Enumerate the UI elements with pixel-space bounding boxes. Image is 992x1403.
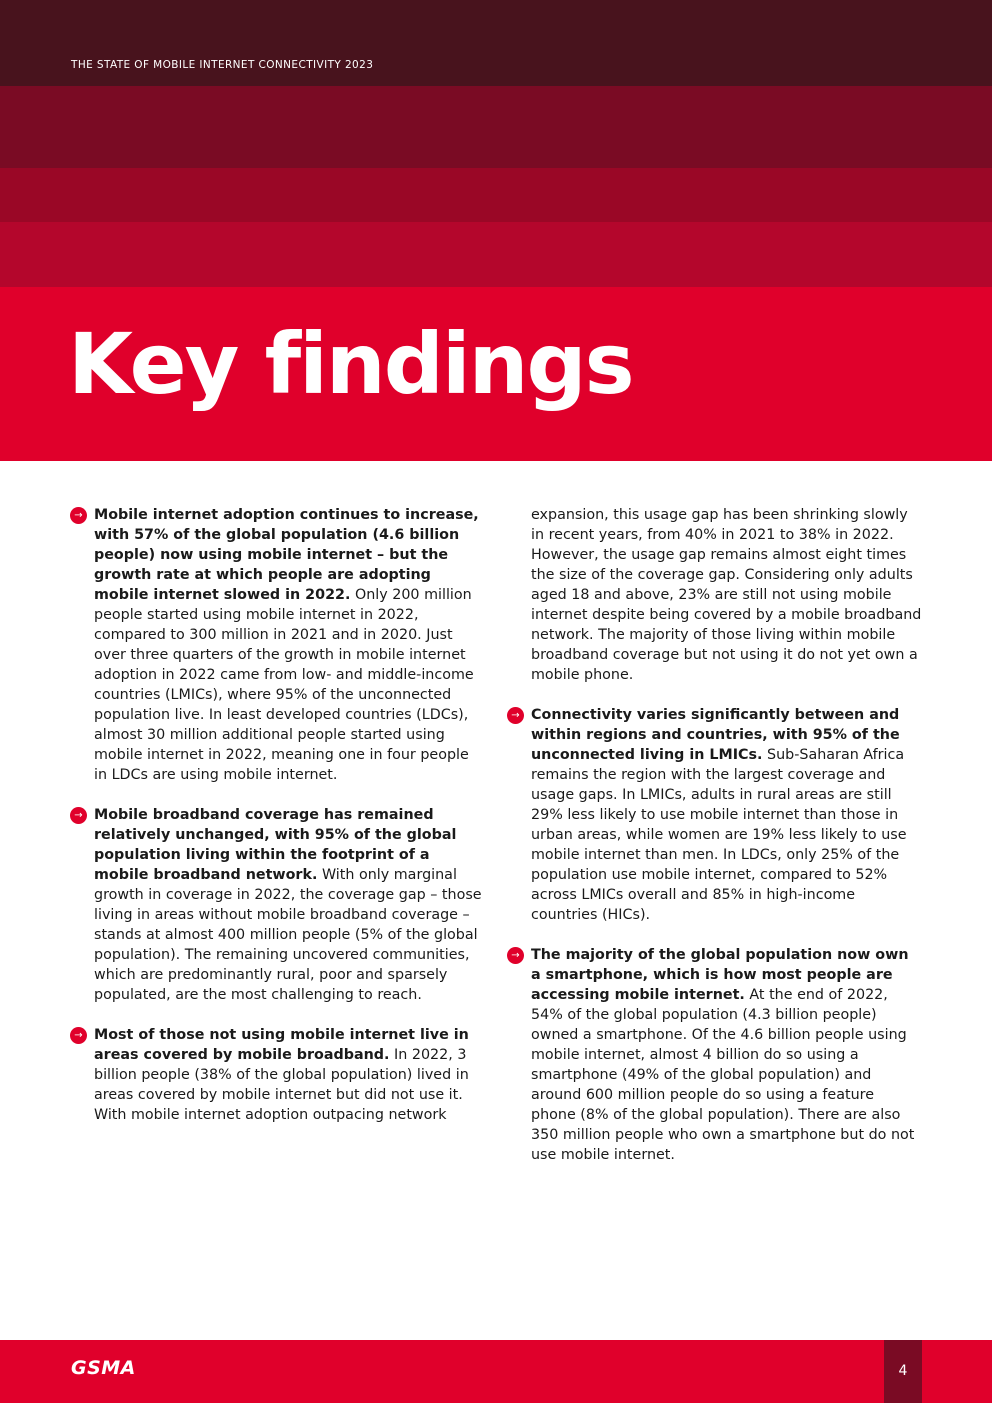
- finding-body: At the end of 2022, 54% of the global population (4.3 billion people) owned a smartphone. Of the 4.6 billion people using mobile internet, almost 4 billion do so using a smartphone (49% of the global population) and around 600 million people do so using a feature phone (8% of the global population). There are also 350 million people who own a smartphone but do not use mobile internet.: [531, 987, 915, 1163]
- finding-body: Sub-Saharan Africa remains the region with the largest coverage and usage gaps. In LMICs, adults in rural areas are still 29% less likely to use mobile internet than those in urban areas, while women are 19% less likely to use mobile internet than men. In LDCs, only 25% of the population use mobile internet, compared to 52% across LMICs overall and 85% in high-income countries (HICs).: [531, 747, 907, 923]
- finding-body: In 2022, 3 billion people (38% of the global population) lived in areas covered by mobile internet but did not use it. With mobile internet adoption outpacing network: [94, 1047, 469, 1123]
- finding-lead: Mobile broadband coverage has remained relatively unchanged, with 95% of the global population living within the footprint of a mobile broadband network.: [94, 807, 457, 883]
- finding-item: [74, 805, 486, 1005]
- finding-lead: Mobile internet adoption continues to increase, with 57% of the global population (4.6 billion people) now using mobile internet – but the growth rate at which people are adopting mobile internet slowed in 2022.: [94, 507, 479, 603]
- continuation-text: expansion, this usage gap has been shrinking slowly in recent years, from 40% in 2021 to 38% in 2022. However, the usage gap remains almost eight times the size of the coverage gap. Considering only adults aged 18 and above, 23% are still not using mobile internet despite being covered by a mobile broadband network. The majority of those living within mobile broadband coverage but not using it do not yet own a mobile phone.: [531, 507, 922, 683]
- arrow-right-circle-icon: →: [70, 507, 87, 524]
- header-band-1: [0, 0, 992, 86]
- gsma-logo: GSMA: [71, 1357, 136, 1379]
- left-column: [74, 505, 486, 1145]
- finding-body: With only marginal growth in coverage in 2022, the coverage gap – those living in areas without mobile broadband coverage – stands at almost 400 million people (5% of the global population). The remaining uncovered communities, which are predominantly rural, poor and sparsely populated, are the most challenging to reach.: [94, 867, 482, 1003]
- finding-item: [511, 705, 923, 925]
- arrow-right-circle-icon: →: [70, 1027, 87, 1044]
- arrow-right-circle-icon: →: [507, 947, 524, 964]
- page-title: Key findings: [68, 315, 633, 413]
- finding-lead: Most of those not using mobile internet live in areas covered by mobile broadband.: [94, 1027, 469, 1063]
- header-band-3: [0, 168, 992, 222]
- finding-continuation: [531, 505, 923, 685]
- footer-bar: [0, 1340, 992, 1403]
- finding-item: [74, 1025, 486, 1125]
- header-band-4: [0, 222, 992, 287]
- finding-lead: The majority of the global population now own a smartphone, which is how most people are accessing mobile internet.: [531, 947, 909, 1003]
- finding-item: [511, 945, 923, 1165]
- arrow-right-circle-icon: →: [70, 807, 87, 824]
- report-title: THE STATE OF MOBILE INTERNET CONNECTIVITY 2023: [71, 59, 374, 71]
- arrow-right-circle-icon: →: [507, 707, 524, 724]
- finding-lead: Connectivity varies significantly between and within regions and countries, with 95% of the unconnected living in LMICs.: [531, 707, 900, 763]
- right-column: [511, 505, 923, 1185]
- finding-item: [74, 505, 486, 785]
- page-number: 4: [884, 1340, 922, 1403]
- finding-body: Only 200 million people started using mobile internet in 2022, compared to 300 million in 2021 and in 2020. Just over three quarters of the growth in mobile internet adoption in 2022 came from low- and middle-income countries (LMICs), where 95% of the unconnected population live. In least developed countries (LDCs), almost 30 million additional people started using mobile internet in 2022, meaning one in four people in LDCs are using mobile internet.: [94, 587, 474, 783]
- header-band-2: [0, 86, 992, 168]
